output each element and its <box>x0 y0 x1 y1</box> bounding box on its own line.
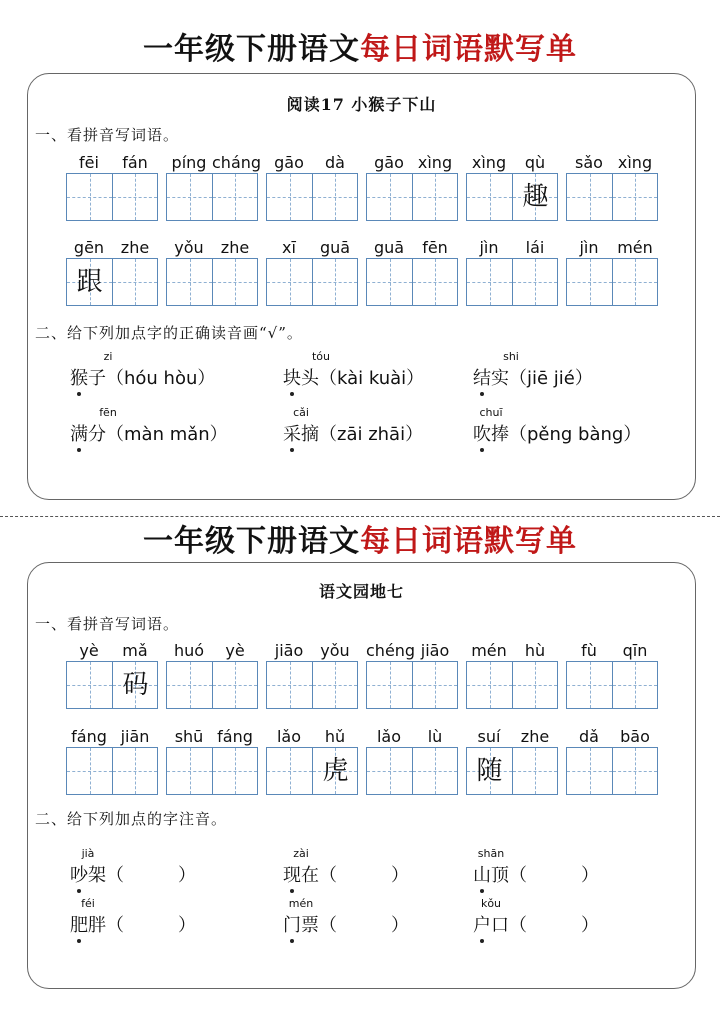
word-char: 票 <box>301 915 319 936</box>
reading-options[interactable]: （zāi zhāi） <box>319 424 424 445</box>
written-character <box>567 174 612 220</box>
pinyin-syllable: guā <box>373 238 405 257</box>
written-character <box>367 748 412 794</box>
written-character <box>113 748 158 794</box>
word-char: 子 <box>88 368 106 389</box>
written-character <box>213 174 258 220</box>
written-character <box>613 259 658 305</box>
word-char: 块 <box>283 364 301 390</box>
annotated-pinyin: jià <box>81 847 95 860</box>
reading-options[interactable]: （ ） <box>106 915 196 936</box>
item-word-line <box>283 364 424 390</box>
writing-box[interactable] <box>612 259 657 305</box>
emphasis-dot <box>290 448 294 452</box>
word-char: 分 <box>88 424 106 445</box>
tianzige-grid <box>566 661 658 709</box>
written-character <box>167 748 212 794</box>
pinyin-syllable: fù <box>581 641 597 660</box>
tianzige-grid <box>66 173 158 221</box>
emphasis-dot <box>480 448 484 452</box>
pinyin-pair <box>466 641 558 661</box>
written-character <box>513 748 558 794</box>
annotated-pinyin: féi <box>81 897 95 910</box>
item-word-line <box>473 861 599 887</box>
emphasis-dot <box>77 392 81 396</box>
reading-options[interactable]: （pěng bàng） <box>509 424 642 445</box>
pinyin-pair <box>566 153 658 173</box>
writing-box[interactable] <box>412 259 457 305</box>
annotated-pinyin: tóu <box>311 350 330 363</box>
pinyin-syllable: zhe <box>220 238 250 257</box>
pinyin-pair <box>466 238 558 258</box>
word-char: 猴 <box>70 364 88 390</box>
annotated-pinyin: zài <box>293 847 309 860</box>
reading-options[interactable]: （ ） <box>509 915 599 936</box>
written-character <box>567 748 612 794</box>
writing-box[interactable] <box>312 662 357 708</box>
written-character <box>367 174 412 220</box>
written-character <box>467 259 512 305</box>
word-char: 胖 <box>88 915 106 936</box>
written-character <box>413 259 458 305</box>
writing-box[interactable] <box>267 748 312 794</box>
written-character <box>467 174 512 220</box>
written-character <box>67 174 112 220</box>
word-char: 头 <box>301 368 319 389</box>
emphasis-dot <box>290 392 294 396</box>
writing-box[interactable] <box>212 259 257 305</box>
tianzige-grid <box>466 747 558 795</box>
pinyin-pair <box>66 238 158 258</box>
pinyin-pair <box>66 727 158 747</box>
word-char: 吹 <box>473 420 491 446</box>
pinyin-syllable: guā <box>319 238 351 257</box>
pinyin-pair <box>566 641 658 661</box>
written-character: 趣 <box>522 182 549 212</box>
item-word-line <box>473 911 599 937</box>
pinyin-syllable: qù <box>524 153 546 172</box>
pinyin-syllable: mén <box>617 238 653 257</box>
writing-box[interactable] <box>412 662 457 708</box>
writing-box[interactable] <box>612 748 657 794</box>
written-character <box>513 662 558 708</box>
emphasis-dot <box>480 889 484 893</box>
writing-box[interactable] <box>212 662 257 708</box>
writing-box[interactable] <box>512 259 557 305</box>
word-char: 满 <box>70 420 88 446</box>
pinyin-pair <box>466 727 558 747</box>
written-character <box>567 662 612 708</box>
writing-box[interactable] <box>412 174 457 220</box>
pinyin-pair <box>166 153 262 173</box>
writing-box[interactable] <box>567 748 612 794</box>
emphasis-dot <box>77 939 81 943</box>
written-character: 跟 <box>76 267 103 297</box>
pinyin-syllable: gāo <box>374 153 404 172</box>
writing-box[interactable] <box>267 259 312 305</box>
writing-box[interactable] <box>512 662 557 708</box>
tianzige-grid <box>166 747 258 795</box>
annotated-pinyin: mén <box>288 897 314 910</box>
pinyin-syllable: chéng <box>366 641 416 660</box>
sheet1-title <box>0 32 720 68</box>
writing-box[interactable] <box>67 259 112 305</box>
annotated-pinyin: kǒu <box>480 897 502 910</box>
item-word-line <box>70 420 228 446</box>
written-character <box>267 748 312 794</box>
writing-box[interactable] <box>367 662 412 708</box>
pinyin-syllable: yè <box>79 641 99 660</box>
pinyin-pair <box>166 727 258 747</box>
writing-box[interactable] <box>367 259 412 305</box>
writing-box[interactable] <box>467 259 512 305</box>
tianzige-grid <box>266 661 358 709</box>
written-character <box>513 259 558 305</box>
annotated-pinyin: fēn <box>99 406 117 419</box>
item-word-line <box>283 861 409 887</box>
pinyin-syllable: xìng <box>471 153 507 172</box>
pinyin-syllable: lǎo <box>276 727 302 746</box>
sheet2-card <box>27 562 696 989</box>
pinyin-syllable: lù <box>427 727 443 746</box>
word-char: 实 <box>491 368 509 389</box>
writing-box[interactable] <box>312 259 357 305</box>
written-character <box>167 662 212 708</box>
writing-box[interactable] <box>367 174 412 220</box>
writing-box[interactable] <box>412 748 457 794</box>
pinyin-syllable: lái <box>525 238 545 257</box>
tianzige-grid <box>166 258 258 306</box>
pinyin-pair <box>566 238 658 258</box>
pinyin-syllable: jiāo <box>420 641 450 660</box>
writing-box[interactable] <box>612 662 657 708</box>
pinyin-pair <box>466 153 558 173</box>
emphasis-dot <box>480 939 484 943</box>
written-character <box>313 259 358 305</box>
pinyin-syllable: sǎo <box>575 153 603 172</box>
writing-box[interactable] <box>212 748 257 794</box>
pinyin-syllable: cháng <box>212 153 262 172</box>
sheet2-section2-heading: 二、给下列加点的字注音。 <box>35 810 228 828</box>
word-char: 采 <box>283 420 301 446</box>
written-character <box>413 174 458 220</box>
pinyin-syllable: fáng <box>217 727 253 746</box>
written-character <box>567 259 612 305</box>
emphasis-dot <box>290 889 294 893</box>
item-word-line <box>473 364 593 390</box>
written-character <box>413 748 458 794</box>
pinyin-syllable: qīn <box>622 641 648 660</box>
writing-box[interactable] <box>167 174 212 220</box>
annotated-pinyin: zi <box>103 350 113 363</box>
writing-box[interactable] <box>467 748 512 794</box>
writing-box[interactable] <box>512 174 557 220</box>
writing-box[interactable] <box>67 174 112 220</box>
pinyin-pair <box>266 153 358 173</box>
pinyin-syllable: píng <box>171 153 207 172</box>
written-character <box>367 662 412 708</box>
emphasis-dot <box>480 392 484 396</box>
pinyin-syllable: zhe <box>520 727 550 746</box>
sheet2-title-accent: 每日词语默写单 <box>360 524 577 559</box>
writing-box[interactable] <box>512 748 557 794</box>
pinyin-pair <box>66 641 158 661</box>
word-char: 吵 <box>70 861 88 887</box>
written-character <box>213 259 258 305</box>
writing-box[interactable] <box>67 662 112 708</box>
pinyin-syllable: gāo <box>274 153 304 172</box>
sheet1-title-main: 一年级下册语文 <box>143 32 360 67</box>
writing-box[interactable] <box>567 174 612 220</box>
written-character <box>67 748 112 794</box>
pinyin-syllable: mén <box>471 641 507 660</box>
item-word-line <box>70 861 196 887</box>
pinyin-syllable: yè <box>225 641 245 660</box>
tianzige-grid <box>66 661 158 709</box>
pinyin-syllable: xìng <box>417 153 453 172</box>
pinyin-pair <box>366 727 458 747</box>
pinyin-syllable: jìn <box>579 238 599 257</box>
tianzige-grid <box>66 747 158 795</box>
written-character <box>613 174 658 220</box>
written-character <box>167 174 212 220</box>
word-char: 现 <box>283 861 301 887</box>
item-word-line <box>283 420 423 446</box>
word-char: 架 <box>88 865 106 886</box>
pinyin-pair <box>166 238 258 258</box>
pinyin-syllable: jiān <box>120 727 150 746</box>
pinyin-syllable: yǒu <box>174 238 204 257</box>
word-char: 山 <box>473 861 491 887</box>
writing-box[interactable] <box>467 174 512 220</box>
pinyin-syllable: mǎ <box>122 641 148 660</box>
pinyin-syllable: fēn <box>422 238 448 257</box>
word-char: 户 <box>473 911 491 937</box>
pinyin-syllable: zhe <box>120 238 150 257</box>
tianzige-grid <box>366 661 458 709</box>
tianzige-grid <box>466 258 558 306</box>
writing-box[interactable] <box>167 662 212 708</box>
written-character: 随 <box>476 756 503 786</box>
pinyin-syllable: bāo <box>620 727 650 746</box>
writing-box[interactable] <box>167 748 212 794</box>
sheet1-section2-heading: 二、给下列加点字的正确读音画“√”。 <box>35 324 303 342</box>
writing-box[interactable] <box>612 174 657 220</box>
reading-options[interactable]: （jiē jié） <box>509 368 593 389</box>
sheet2-title-main: 一年级下册语文 <box>143 524 360 559</box>
tianzige-grid <box>66 258 158 306</box>
writing-box[interactable] <box>312 748 357 794</box>
sheet1-card <box>27 73 696 500</box>
reading-options[interactable]: （hóu hòu） <box>106 368 216 389</box>
tianzige-grid <box>166 661 258 709</box>
word-char: 顶 <box>491 865 509 886</box>
tianzige-grid <box>366 258 458 306</box>
writing-box[interactable] <box>112 174 157 220</box>
pinyin-syllable: huó <box>173 641 205 660</box>
tianzige-grid <box>466 173 558 221</box>
word-char: 口 <box>491 915 509 936</box>
writing-box[interactable] <box>67 748 112 794</box>
annotated-pinyin: cǎi <box>293 406 309 419</box>
pinyin-syllable: shū <box>174 727 204 746</box>
written-character <box>613 662 658 708</box>
tianzige-grid <box>566 173 658 221</box>
pinyin-syllable: fēi <box>79 153 99 172</box>
pinyin-syllable: fáng <box>71 727 107 746</box>
pinyin-syllable: fán <box>122 153 148 172</box>
writing-box[interactable] <box>567 259 612 305</box>
emphasis-dot <box>290 939 294 943</box>
written-character <box>213 748 258 794</box>
pinyin-syllable: jiāo <box>274 641 304 660</box>
pinyin-pair <box>266 238 358 258</box>
tianzige-grid <box>266 747 358 795</box>
written-character <box>467 662 512 708</box>
writing-box[interactable] <box>367 748 412 794</box>
pinyin-syllable: xī <box>282 238 296 257</box>
item-word-line <box>70 364 215 390</box>
pinyin-pair <box>266 727 358 747</box>
written-character <box>267 259 312 305</box>
written-character <box>267 662 312 708</box>
written-character <box>67 662 112 708</box>
pinyin-pair <box>366 153 458 173</box>
sheet2-title <box>0 524 720 560</box>
pinyin-syllable: hù <box>524 641 546 660</box>
pinyin-syllable: xìng <box>617 153 653 172</box>
pinyin-syllable: dà <box>325 153 345 172</box>
pinyin-syllable: gēn <box>73 238 105 257</box>
written-character: 虎 <box>322 756 349 786</box>
word-char: 肥 <box>70 911 88 937</box>
sheet1-section1-heading: 一、看拼音写词语。 <box>35 126 180 144</box>
written-character: 码 <box>122 670 149 700</box>
reading-options[interactable]: （ ） <box>319 865 409 886</box>
sheet1-title-accent: 每日词语默写单 <box>360 32 577 67</box>
tianzige-grid <box>466 661 558 709</box>
item-word-line <box>283 911 409 937</box>
written-character <box>313 174 358 220</box>
reading-options[interactable]: （ ） <box>319 915 409 936</box>
writing-box[interactable] <box>112 748 157 794</box>
word-char: 在 <box>301 865 319 886</box>
writing-box[interactable] <box>267 662 312 708</box>
sheet2-lesson-title: 语文园地七 <box>318 582 404 601</box>
written-character <box>413 662 458 708</box>
writing-box[interactable] <box>312 174 357 220</box>
sheet1-lesson-title: 阅读17 小猴子下山 <box>286 95 437 114</box>
pinyin-pair <box>66 153 158 173</box>
word-char: 摘 <box>301 424 319 445</box>
written-character <box>613 748 658 794</box>
written-character <box>213 662 258 708</box>
pinyin-pair <box>366 641 458 661</box>
pinyin-syllable: lǎo <box>376 727 402 746</box>
writing-box[interactable] <box>567 662 612 708</box>
annotated-pinyin: shān <box>477 847 505 860</box>
written-character <box>113 174 158 220</box>
writing-box[interactable] <box>267 174 312 220</box>
tianzige-grid <box>266 173 358 221</box>
tianzige-grid <box>366 747 458 795</box>
pinyin-pair <box>566 727 658 747</box>
tianzige-grid <box>166 173 258 221</box>
written-character <box>367 259 412 305</box>
word-char: 捧 <box>491 424 509 445</box>
emphasis-dot <box>77 448 81 452</box>
item-word-line <box>473 420 641 446</box>
pinyin-pair <box>166 641 258 661</box>
annotated-pinyin: chuī <box>479 406 503 419</box>
writing-box[interactable] <box>167 259 212 305</box>
reading-options[interactable]: （ ） <box>509 865 599 886</box>
word-char: 结 <box>473 364 491 390</box>
writing-box[interactable] <box>112 259 157 305</box>
tianzige-grid <box>266 258 358 306</box>
reading-options[interactable]: （ ） <box>106 865 196 886</box>
emphasis-dot <box>77 889 81 893</box>
pinyin-syllable: dǎ <box>579 727 599 746</box>
writing-box[interactable] <box>112 662 157 708</box>
word-char: 门 <box>283 911 301 937</box>
written-character <box>313 662 358 708</box>
pinyin-syllable: yǒu <box>320 641 350 660</box>
written-character <box>113 259 158 305</box>
item-word-line <box>70 911 196 937</box>
pinyin-pair <box>266 641 358 661</box>
pinyin-pair <box>366 238 458 258</box>
cut-line-divider <box>0 516 720 517</box>
written-character <box>167 259 212 305</box>
reading-options[interactable]: （kài kuài） <box>319 368 425 389</box>
tianzige-grid <box>566 258 658 306</box>
pinyin-syllable: suí <box>477 727 501 746</box>
pinyin-syllable: jìn <box>479 238 499 257</box>
tianzige-grid <box>566 747 658 795</box>
sheet2-section1-heading: 一、看拼音写词语。 <box>35 615 180 633</box>
pinyin-syllable: hǔ <box>324 727 346 746</box>
written-character <box>267 174 312 220</box>
annotated-pinyin: shi <box>503 350 519 363</box>
tianzige-grid <box>366 173 458 221</box>
writing-box[interactable] <box>212 174 257 220</box>
writing-box[interactable] <box>467 662 512 708</box>
reading-options[interactable]: （màn mǎn） <box>106 424 228 445</box>
